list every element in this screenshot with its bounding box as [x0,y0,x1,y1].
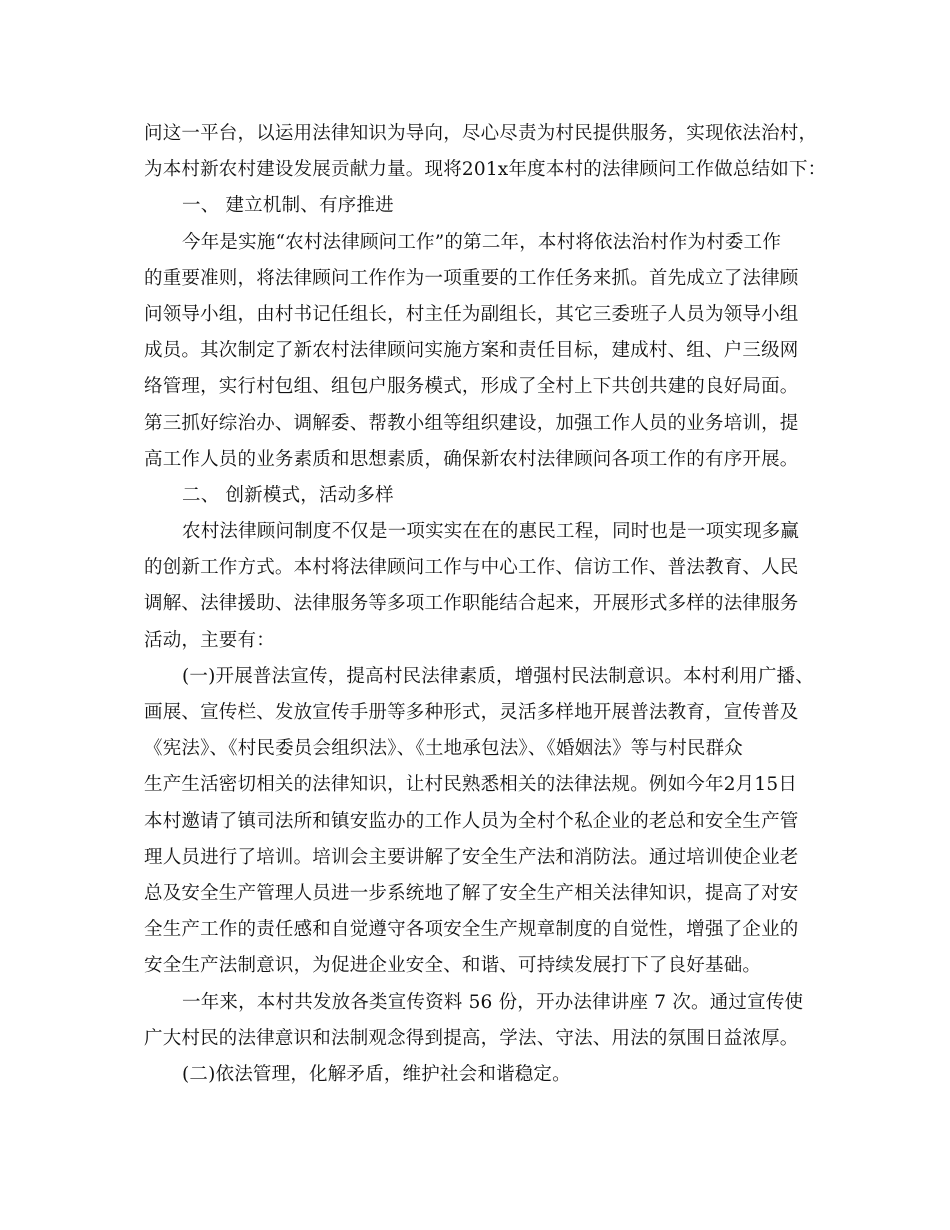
text-line: 《宪法》、《村民委员会组织法》、《土地承包法》、《婚姻法》等与村民群众 [144,738,744,760]
text-line: 生产生活密切相关的法律知识，让村民熟悉相关的法律法规。例如今年2月15日 [144,774,798,796]
text-line: 成员。其次制定了新农村法律顾问实施方案和责任目标，建成村、组、户三级网 [144,340,799,362]
text-line: 画展、宣传栏、发放宣传手册等多种形式，灵活多样地开展普法教育，宣传普及 [144,702,799,723]
text-line: 活动，主要有： [144,629,275,651]
text-line: 问领导小组，由村书记任组长，村主任为副组长，其它三委班子人员为领导小组 [144,303,799,325]
text-line: 理人员进行了培训。培训会主要讲解了安全生产法和消防法。通过培训使企业老 [144,846,799,868]
document-body [144,116,827,1093]
text-line: 的重要准则，将法律顾问工作作为一项重要的工作任务来抓。首先成立了法律顾 [144,267,799,289]
section-heading: 一、 建立机制、有序推进 [182,195,394,217]
text-line: 高工作人员的业务素质和思想素质，确保新农村法律顾问各项工作的有序开展。 [144,448,799,470]
text-line: 第三抓好综治办、调解委、帮教小组等组织建设，加强工作人员的业务培训，提 [144,412,799,434]
text-line: 本村邀请了镇司法所和镇安监办的工作人员为全村个私企业的老总和安全生产管 [144,810,799,832]
text-line: 调解、法律援助、法律服务等多项工作职能结合起来，开展形式多样的法律服务 [144,593,799,615]
section-heading: 二、 创新模式，活动多样 [182,484,394,506]
text-line: 的创新工作方式。本村将法律顾问工作与中心工作、信访工作、普法教育、人民 [144,557,799,579]
text-line: 全生产工作的责任感和自觉遵守各项安全生产规章制度的自觉性，增强了企业的 [144,919,799,941]
text-line: 为本村新农村建设发展贡献力量。现将201x年度本村的法律顾问工作做总结如下： [144,159,827,181]
text-line: 问这一平台，以运用法律知识为导向，尽心尽责为村民提供服务，实现依法治村， [144,123,818,144]
text-line: 安全生产法制意识，为促进企业安全、和谐、可持续发展打下了良好基础。 [144,955,762,977]
text-line: 农村法律顾问制度不仅是一项实实在在的惠民工程，同时也是一项实现多赢 [182,521,800,543]
text-line: 一年来，本村共发放各类宣传资料 56 份，开办法律讲座 7 次。通过宣传使 [182,991,804,1013]
text-line: 广大村民的法律意识和法制观念得到提高，学法、守法、用法的氛围日益浓厚。 [144,1027,799,1049]
text-line: 今年是实施“农村法律顾问工作”的第二年，本村将依法治村作为村委工作 [182,231,782,253]
text-line: 总及安全生产管理人员进一步系统地了解了安全生产相关法律知识，提高了对安 [144,882,799,904]
text-line: 络管理，实行村包组、组包户服务模式，形成了全村上下共创共建的良好局面。 [144,376,799,398]
subsection-heading: (一)开展普法宣传，提高村民法律素质，增强村民法制意识。本村利用广播、 [182,665,814,687]
subsection-heading: (二)依法管理，化解矛盾，维护社会和谐稳定。 [182,1063,571,1085]
